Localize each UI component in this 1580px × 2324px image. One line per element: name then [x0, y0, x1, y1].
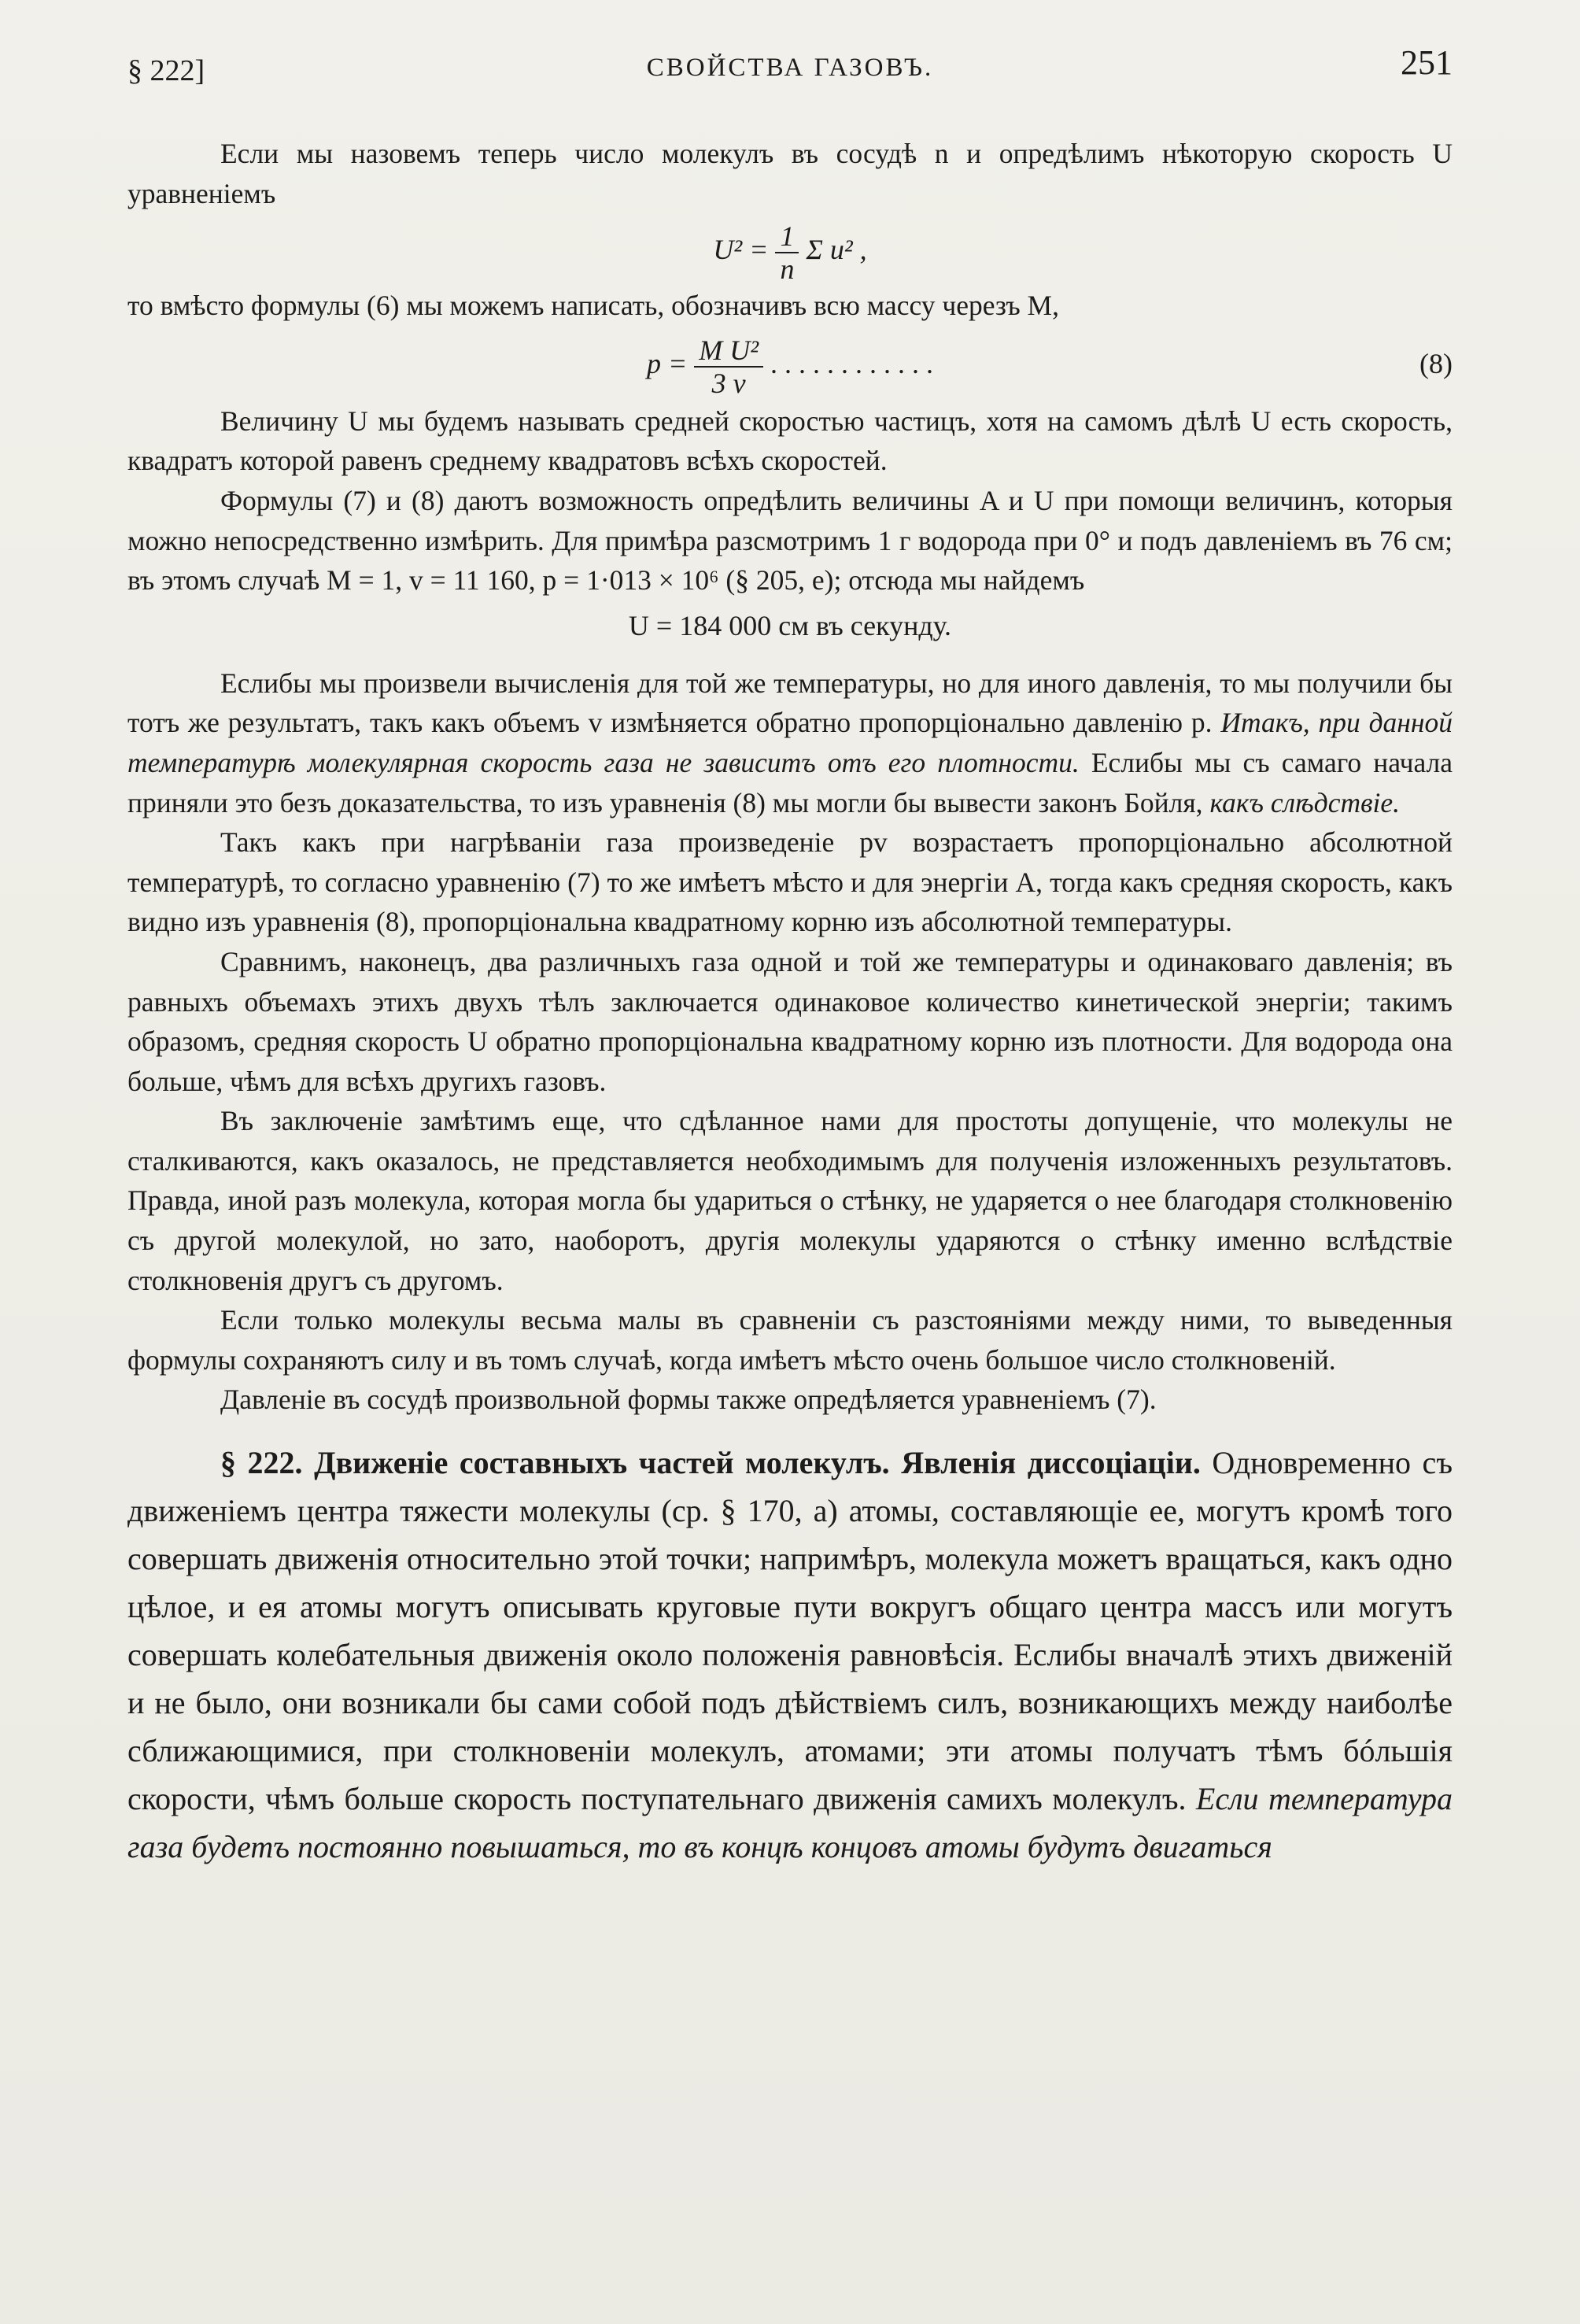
header-section-ref: § 222] [127, 54, 205, 87]
formula-1-numerator: 1 [775, 220, 799, 253]
paragraph-8: Въ заключеніе замѣтимъ еще, что сдѣланное нами для простоты допущеніе, что молекулы не сталкиваются, какъ оказалось, не представляется необходимымъ для полученія изложенныхъ результатовъ. Правда, иной разъ молекула, которая могла бы удариться о стѣнку, не ударяется о нее благодаря столкновенію съ другой молекулой, но зато, наоборотъ, другія молекулы ударяются о стѣнку именно вслѣдствіе столкновенія другъ съ другомъ. [127, 1105, 1453, 1296]
formula-velocity-result: U = 184 000 см въ секунду. [628, 609, 952, 641]
formula-2-denominator: 3 v [711, 367, 746, 399]
paragraph-5-a: Еслибы мы произвели вычисленія для той же температуры, но для иного давленія, то мы получили бы тотъ же результатъ, такъ какъ объемъ v измѣняется обратно пропорціонально давленію p. [127, 667, 1453, 739]
paragraph-2: то вмѣсто формулы (6) мы можемъ написать, обозначивъ всю массу черезъ M, [127, 290, 1059, 322]
paragraph-10: Давленіе въ сосудѣ произвольной формы также опредѣляется уравненіемъ (7). [220, 1384, 1157, 1416]
paragraph-4: Формулы (7) и (8) даютъ возможность опредѣлить величины A и U при помощи величинъ, которыя можно непосредственно измѣрить. Для примѣра разсмотримъ 1 г водорода при 0° и подъ давленіемъ въ 76 см; въ этомъ случаѣ M = 1, v = 11 160, p = 1·013 × 10⁶ (§ 205, e); отсюда мы найдемъ [127, 484, 1453, 597]
paragraph-5 [127, 663, 1453, 822]
formula-1-fraction [775, 220, 799, 285]
formula-2-dots: . . . . . . . . . . . . [763, 347, 934, 379]
paragraph-5-italic-2: какъ слѣдствіе. [1209, 786, 1400, 818]
section-222-body: Одновременно съ движеніемъ центра тяжести молекулы (ср. § 170, a) атомы, составляющіе ее, могутъ кромѣ того совершать движенія относительно этой точки; напримѣръ, молекула можетъ вращаться, какъ одно цѣлое, и ея атомы могутъ описывать круговые пути вокругъ общаго центра массъ или могутъ совершать колебательныя движенія около положенія равновѣсія. Еслибы вначалѣ этихъ движеній и не было, они возникали бы сами собой подъ дѣйствіемъ силъ, возникающихъ между наиболѣе сближающимися, при столкновеніи молекулъ, атомами; эти атомы получатъ тѣмъ бóльшія скорости, чѣмъ больше скорость поступательнаго движенія самихъ молекулъ. [127, 1445, 1453, 1817]
section-222-italic: Если температура газа будетъ постоянно повышаться, то въ концѣ концовъ атомы будутъ двигаться [127, 1781, 1453, 1865]
section-222 [127, 1439, 1453, 1871]
paragraph-7: Сравнимъ, наконецъ, два различныхъ газа одной и той же температуры и одинаковаго давленія; въ равныхъ объемахъ этихъ двухъ тѣлъ заключается одинаковое количество кинетической энергіи; такимъ образомъ, средняя скорость U обратно пропорціональна квадратному корню изъ плотности. Для водорода она больше, чѣмъ для всѣхъ другихъ газовъ. [127, 945, 1453, 1097]
paragraph-5-italic: Итакъ, при данной температурѣ молекулярная скорость газа не зависитъ отъ его плотности. [127, 707, 1453, 778]
paragraph-6: Такъ какъ при нагрѣваніи газа произведеніе pv возрастаетъ пропорціонально абсолютной температурѣ, то согласно уравненію (7) то же имѣетъ мѣсто и для энергіи A, тогда какъ средняя скорость, какъ видно изъ уравненія (8), пропорціональна квадратному корню изъ абсолютной температуры. [127, 826, 1453, 938]
formula-1-lhs: U² = [713, 234, 776, 266]
paragraph-3: Величину U мы будемъ называть средней скоростью частицъ, хотя на самомъ дѣлѣ U есть скорость, квадратъ которой равенъ среднему квадратовъ всѣхъ скоростей. [127, 405, 1453, 477]
paragraph-5-b: Еслибы мы съ самаго начала приняли это безъ доказательства, то изъ уравненія (8) мы могли бы вывести законъ Бойля, [127, 746, 1453, 818]
equation-number-8: (8) [1419, 347, 1453, 379]
running-header [127, 39, 1453, 87]
formula-1-denominator: n [780, 253, 795, 285]
formula-2-fraction [694, 334, 763, 399]
formula-2-numerator: M U² [694, 334, 763, 368]
formula-u-squared [127, 213, 1453, 286]
formula-2-lhs: p = [646, 347, 695, 379]
page-number: 251 [1401, 43, 1453, 82]
paragraph-1: Если мы назовемъ теперь число молекулъ въ сосудѣ n и опредѣлимъ нѣкоторую скорость U уравненіемъ [127, 138, 1453, 209]
paragraph-9: Если только молекулы весьма малы въ сравненіи съ разстояніями между ними, то выведенныя формулы сохраняютъ силу и въ томъ случаѣ, когда имѣетъ мѣсто очень большое число столкновеній. [127, 1304, 1453, 1376]
page-body [127, 134, 1453, 1871]
formula-pressure [127, 326, 1453, 401]
section-222-heading: § 222. Движеніе составныхъ частей молекулъ. Явленія диссоціаціи. [220, 1445, 1201, 1481]
formula-1-rhs: Σ u² , [799, 234, 867, 266]
header-title: СВОЙСТВА ГАЗОВЪ. [646, 54, 934, 82]
